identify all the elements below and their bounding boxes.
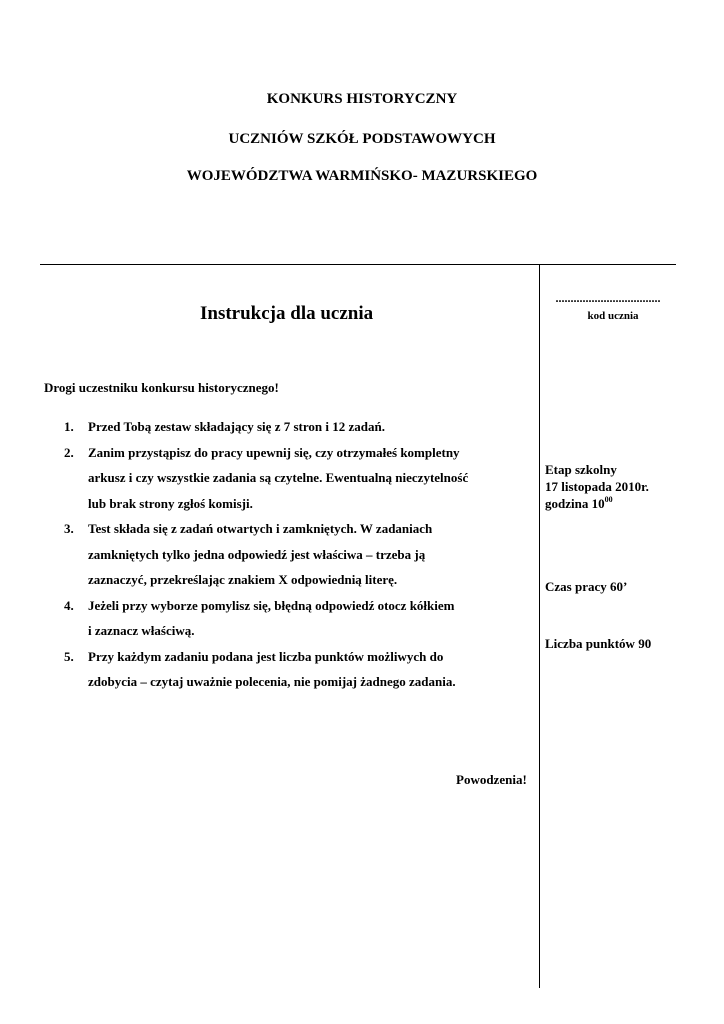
list-item-number: 2. — [64, 444, 74, 460]
closing-text: Powodzenia! — [456, 772, 527, 787]
exam-duration: Czas pracy 60’ — [545, 579, 628, 594]
list-item-text: Przy każdym zadaniu podana jest liczba punktów możliwych do — [88, 648, 444, 664]
list-item-number: 4. — [64, 597, 74, 613]
list-item-text: Test składa się z zadań otwartych i zamkniętych. W zadaniach — [88, 521, 433, 536]
list-item-text: Zanim przystąpisz do pracy upewnij się, czy otrzymałeś kompletny — [88, 444, 460, 460]
student-code-field: ................................... — [555, 291, 661, 305]
list-item — [64, 516, 529, 593]
list-item-text: lub brak strony zgłoś komisji. — [88, 495, 253, 511]
list-item-text: Jeżeli przy wyborze pomylisz się, błędną odpowiedź otocz kółkiem — [88, 597, 455, 613]
list-item-text: arkusz i czy wszystkie zadania są czytelne. Ewentualną nieczytelność — [88, 470, 469, 485]
exam-points: Liczba punktów 90 — [545, 636, 652, 651]
instructions-title: Instrukcja dla ucznia — [200, 303, 374, 324]
contest-title: KONKURS HISTORYCZNY — [266, 91, 458, 107]
vertical-divider — [539, 265, 540, 988]
list-item-text: zdobycia – czytaj uważnie polecenia, nie pomijaj żadnego zadania. — [88, 674, 456, 689]
list-item-number: 3. — [64, 521, 74, 536]
list-item-text: Przed Tobą zestaw składający się z 7 stron i 12 zadań. — [88, 419, 385, 434]
list-item — [64, 414, 529, 440]
contest-region: WOJEWÓDZTWA WARMIŃSKO- MAZURSKIEGO — [186, 168, 538, 184]
student-code-label: kod ucznia — [587, 310, 639, 322]
list-item-text: zamkniętych tylko jedna odpowiedź jest właściwa – trzeba ją — [88, 546, 426, 562]
list-item — [64, 644, 529, 695]
list-item — [64, 593, 529, 644]
exam-stage: Etap szkolny — [545, 462, 617, 477]
exam-time: godzina $10^{00}$ — [545, 495, 613, 511]
list-item — [64, 440, 529, 517]
contest-subtitle: UCZNIÓW SZKÓŁ PODSTAWOWYCH — [228, 131, 496, 147]
exam-date: 17 listopada 2010r. — [545, 479, 649, 494]
instructions-list — [64, 414, 529, 695]
list-item-number: 1. — [64, 419, 74, 434]
exam-info — [545, 461, 649, 512]
list-item-number: 5. — [64, 648, 74, 664]
list-item-text: i zaznacz właściwą. — [88, 623, 195, 638]
intro-greeting: Drogi uczestniku konkursu historycznego! — [44, 380, 279, 395]
list-item-text: zaznaczyć, przekreślając znakiem X odpowiednią literę. — [88, 572, 398, 587]
horizontal-divider — [40, 264, 676, 265]
